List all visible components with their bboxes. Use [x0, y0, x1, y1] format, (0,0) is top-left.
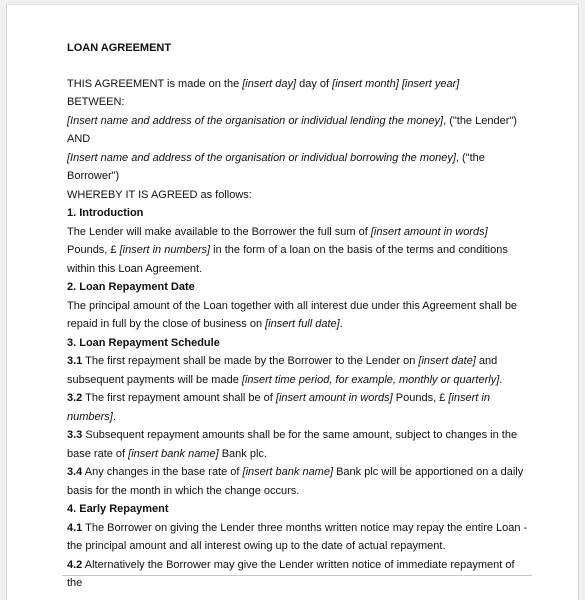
section-4-heading: 4. Early Repayment: [67, 503, 169, 515]
clause-3-3: [67, 426, 529, 463]
lender-placeholder: [Insert name and address of the organisation or individual lending the money]: [67, 114, 444, 127]
clause-3-1-number: 3.1: [67, 355, 83, 367]
section-2-heading: 2. Loan Repayment Date: [67, 281, 195, 293]
c34-bank-name: [insert bank name]: [242, 466, 334, 478]
lender-suffix: , ("the Lender"): [443, 114, 517, 127]
section-1-paragraph: [67, 223, 529, 279]
c31-text-c: .: [499, 373, 503, 386]
s2-full-date: [insert full date]: [265, 318, 340, 330]
lender-paragraph: [67, 112, 529, 131]
s1-amount-words: [insert amount in words]: [370, 225, 488, 238]
section-2-paragraph: [67, 297, 529, 334]
c34-text-b: Bank plc will be apportioned on a daily basis for the month in which the change occurs.: [67, 466, 524, 497]
clause-3-4-number: 3.4: [67, 466, 83, 478]
c33-text-b: Bank plc.: [218, 447, 267, 460]
section-3-heading: 3. Loan Repayment Schedule: [67, 336, 220, 349]
s1-text-b: Pounds, £: [67, 244, 120, 256]
c32-amount-words: [insert amount in words]: [275, 392, 393, 404]
document-title: LOAN AGREEMENT: [67, 42, 172, 54]
c32-text-c: .: [112, 410, 116, 423]
year-placeholder: [insert year]: [401, 77, 460, 90]
between-label: BETWEEN:: [67, 96, 125, 108]
intro-line: [67, 75, 529, 94]
c41-text: The Borrower on giving the Lender three months written notice may repay the entire Loan - the principal amount and all interest owing up to the date of actual repayment.: [67, 521, 528, 552]
s1-amount-numbers: [insert in numbers]: [119, 244, 211, 256]
c33-text-a: Subsequent repayment amounts shall be for the same amount, subject to changes in the base rate of: [67, 429, 518, 460]
c31-text-a: The first repayment shall be made by the Borrower to the Lender on: [82, 355, 419, 367]
day-placeholder: [insert day]: [242, 77, 297, 90]
clause-4-1-number: 4.1: [67, 521, 83, 534]
borrower-suffix: , ("the Borrower"): [67, 151, 485, 182]
c31-period: [insert time period, for example, monthly or quarterly]: [241, 373, 500, 386]
clause-4-2-number: 4.2: [67, 558, 83, 571]
s2-text-b: .: [339, 318, 343, 330]
clause-4-1: [67, 519, 529, 556]
c32-amount-numbers: [insert in numbers]: [67, 392, 490, 423]
document-body: [67, 39, 529, 593]
c32-text-b: Pounds, £: [392, 392, 449, 404]
page-bottom-divider: [62, 575, 532, 576]
c31-text-b: and subsequent payments will be made: [67, 355, 498, 386]
intro-prefix: THIS AGREEMENT is made on the: [67, 77, 243, 90]
clause-4-2: [67, 556, 529, 593]
month-placeholder: [insert month]: [332, 77, 399, 90]
c32-text-a: The first repayment amount shall be of: [82, 392, 276, 404]
day-of-text: day of: [296, 77, 333, 90]
s1-text-a: The Lender will make available to the Borrower the full sum of: [67, 225, 371, 238]
s2-text-a: The principal amount of the Loan together with all interest due under this Agreement shall be repaid in full by the close of business on: [67, 299, 518, 330]
section-1-heading: 1. Introduction: [67, 207, 144, 219]
clause-3-3-number: 3.3: [67, 429, 83, 441]
whereby-line: WHEREBY IT IS AGREED as follows:: [67, 188, 252, 201]
clause-3-4: [67, 463, 529, 500]
borrower-paragraph: [67, 149, 529, 186]
borrower-placeholder: [Insert name and address of the organisation or individual borrowing the money]: [67, 151, 456, 164]
c31-date: [insert date]: [418, 355, 476, 367]
clause-3-2: [67, 389, 529, 426]
document-page: [6, 4, 579, 600]
clause-3-2-number: 3.2: [67, 392, 83, 404]
c34-text-a: Any changes in the base rate of: [82, 466, 243, 478]
s1-text-c: in the form of a loan on the basis of the terms and conditions within this Loan Agreement.: [67, 244, 508, 275]
c33-bank-name: [insert bank name]: [128, 447, 219, 460]
c42-text: Alternatively the Borrower may give the Lender written notice of immediate repayment of the: [67, 558, 515, 589]
and-label: AND: [67, 133, 91, 145]
clause-3-1: [67, 352, 529, 389]
